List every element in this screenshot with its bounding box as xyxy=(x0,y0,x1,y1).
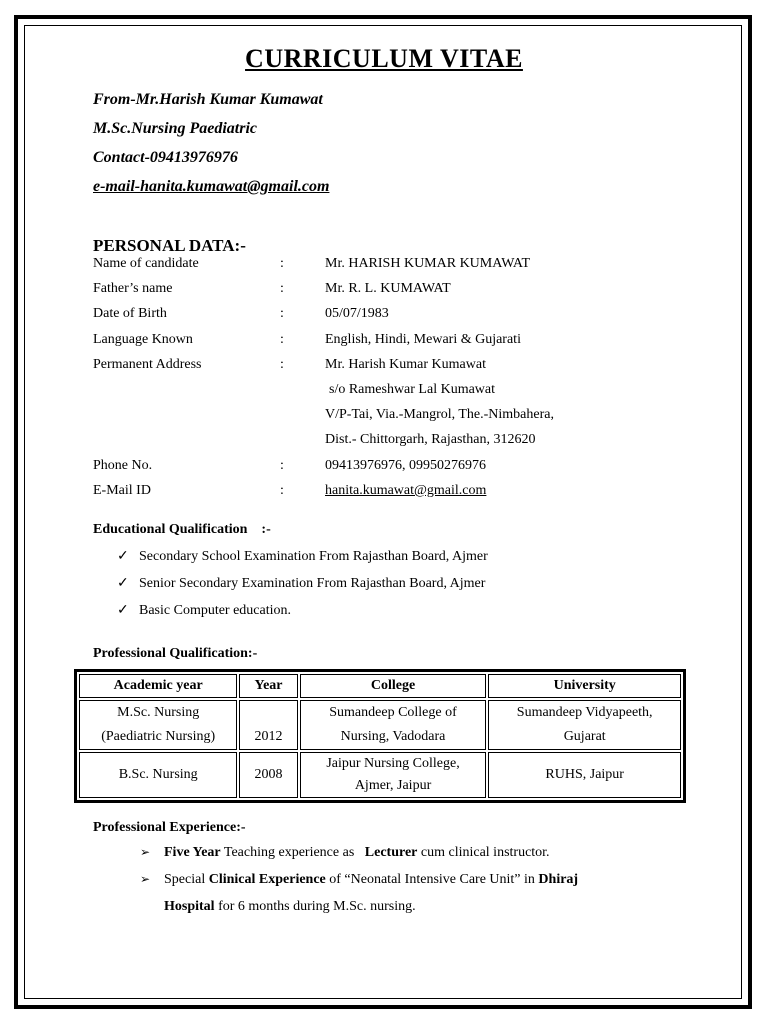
check-icon: ✓ xyxy=(117,576,129,591)
dob-value: 05/07/1983 xyxy=(325,306,389,321)
colon: : xyxy=(280,332,284,347)
column-header: Year xyxy=(239,674,297,698)
professional-qualification-heading: Professional Qualification:- xyxy=(93,646,258,661)
year-cell: 2008 xyxy=(239,752,297,798)
education-item: ✓ Senior Secondary Examination From Rajasthan Board, Ajmer xyxy=(117,576,486,591)
header-contact: Contact-09413976976 xyxy=(93,149,238,166)
experience-item-continued: Hospital for 6 months during M.Sc. nursing. xyxy=(164,899,416,914)
header-degree: M.Sc.Nursing Paediatric xyxy=(93,120,258,137)
qualification-table xyxy=(74,669,686,803)
table-row xyxy=(79,700,681,750)
check-icon: ✓ xyxy=(117,603,129,618)
arrow-right-icon: ➢ xyxy=(140,872,151,886)
colon: : xyxy=(280,357,284,372)
email-link[interactable]: hanita.kumawat@gmail.com xyxy=(325,483,487,498)
phone-label: Phone No. xyxy=(93,458,153,473)
arrow-right-icon: ➢ xyxy=(140,845,151,859)
address-label: Permanent Address xyxy=(93,357,202,372)
address-value: Mr. Harish Kumar Kumawat xyxy=(325,357,486,372)
college-cell: Jaipur Nursing College, Ajmer, Jaipur xyxy=(300,752,487,798)
father-name-value: Mr. R. L. KUMAWAT xyxy=(325,281,451,296)
name-value: Mr. HARISH KUMAR KUMAWAT xyxy=(325,256,531,271)
colon: : xyxy=(280,458,284,473)
address-line: V/P-Tai, Via.-Mangrol, The.-Nimbahera, xyxy=(325,407,554,422)
experience-item: ➢ Five Year Teaching experience as Lecturer cum clinical instructor. xyxy=(140,845,550,860)
header-email[interactable]: e-mail-hanita.kumawat@gmail.com xyxy=(93,178,330,195)
college-cell: Sumandeep College of Nursing, Vadodara xyxy=(300,700,487,750)
father-name-label: Father’s name xyxy=(93,281,173,296)
university-cell: Sumandeep Vidyapeeth, Gujarat xyxy=(488,700,681,750)
language-label: Language Known xyxy=(93,332,193,347)
colon: : xyxy=(280,483,284,498)
document-title: CURRICULUM VITAE xyxy=(245,44,523,73)
colon: : xyxy=(280,306,284,321)
colon: : xyxy=(280,281,284,296)
column-header: Academic year xyxy=(79,674,237,698)
phone-value: 09413976976, 09950276976 xyxy=(325,458,486,473)
personal-data-heading: PERSONAL DATA:- xyxy=(93,236,246,255)
education-heading: Educational Qualification :- xyxy=(93,522,271,537)
table-header-row xyxy=(79,674,681,698)
table-row xyxy=(79,752,681,798)
experience-item: ➢ Special Clinical Experience of “Neonatal Intensive Care Unit” in Dhiraj xyxy=(140,872,579,887)
address-line: s/o Rameshwar Lal Kumawat xyxy=(329,382,496,397)
year-cell: 2012 xyxy=(239,700,297,750)
academic-cell: M.Sc. Nursing (Paediatric Nursing) xyxy=(79,700,237,750)
dob-label: Date of Birth xyxy=(93,306,167,321)
name-label: Name of candidate xyxy=(93,256,199,271)
column-header: College xyxy=(300,674,487,698)
column-header: University xyxy=(488,674,681,698)
check-icon: ✓ xyxy=(117,549,129,564)
education-item: ✓ Basic Computer education. xyxy=(117,603,292,618)
colon: : xyxy=(280,256,284,271)
experience-heading: Professional Experience:- xyxy=(93,820,246,835)
academic-cell: B.Sc. Nursing xyxy=(79,752,237,798)
university-cell: RUHS, Jaipur xyxy=(488,752,681,798)
education-item: ✓ Secondary School Examination From Rajasthan Board, Ajmer xyxy=(117,549,488,564)
header-from: From-Mr.Harish Kumar Kumawat xyxy=(93,91,323,108)
address-line: Dist.- Chittorgarh, Rajasthan, 312620 xyxy=(325,432,536,447)
language-value: English, Hindi, Mewari & Gujarati xyxy=(325,332,521,347)
email-label: E-Mail ID xyxy=(93,483,151,498)
